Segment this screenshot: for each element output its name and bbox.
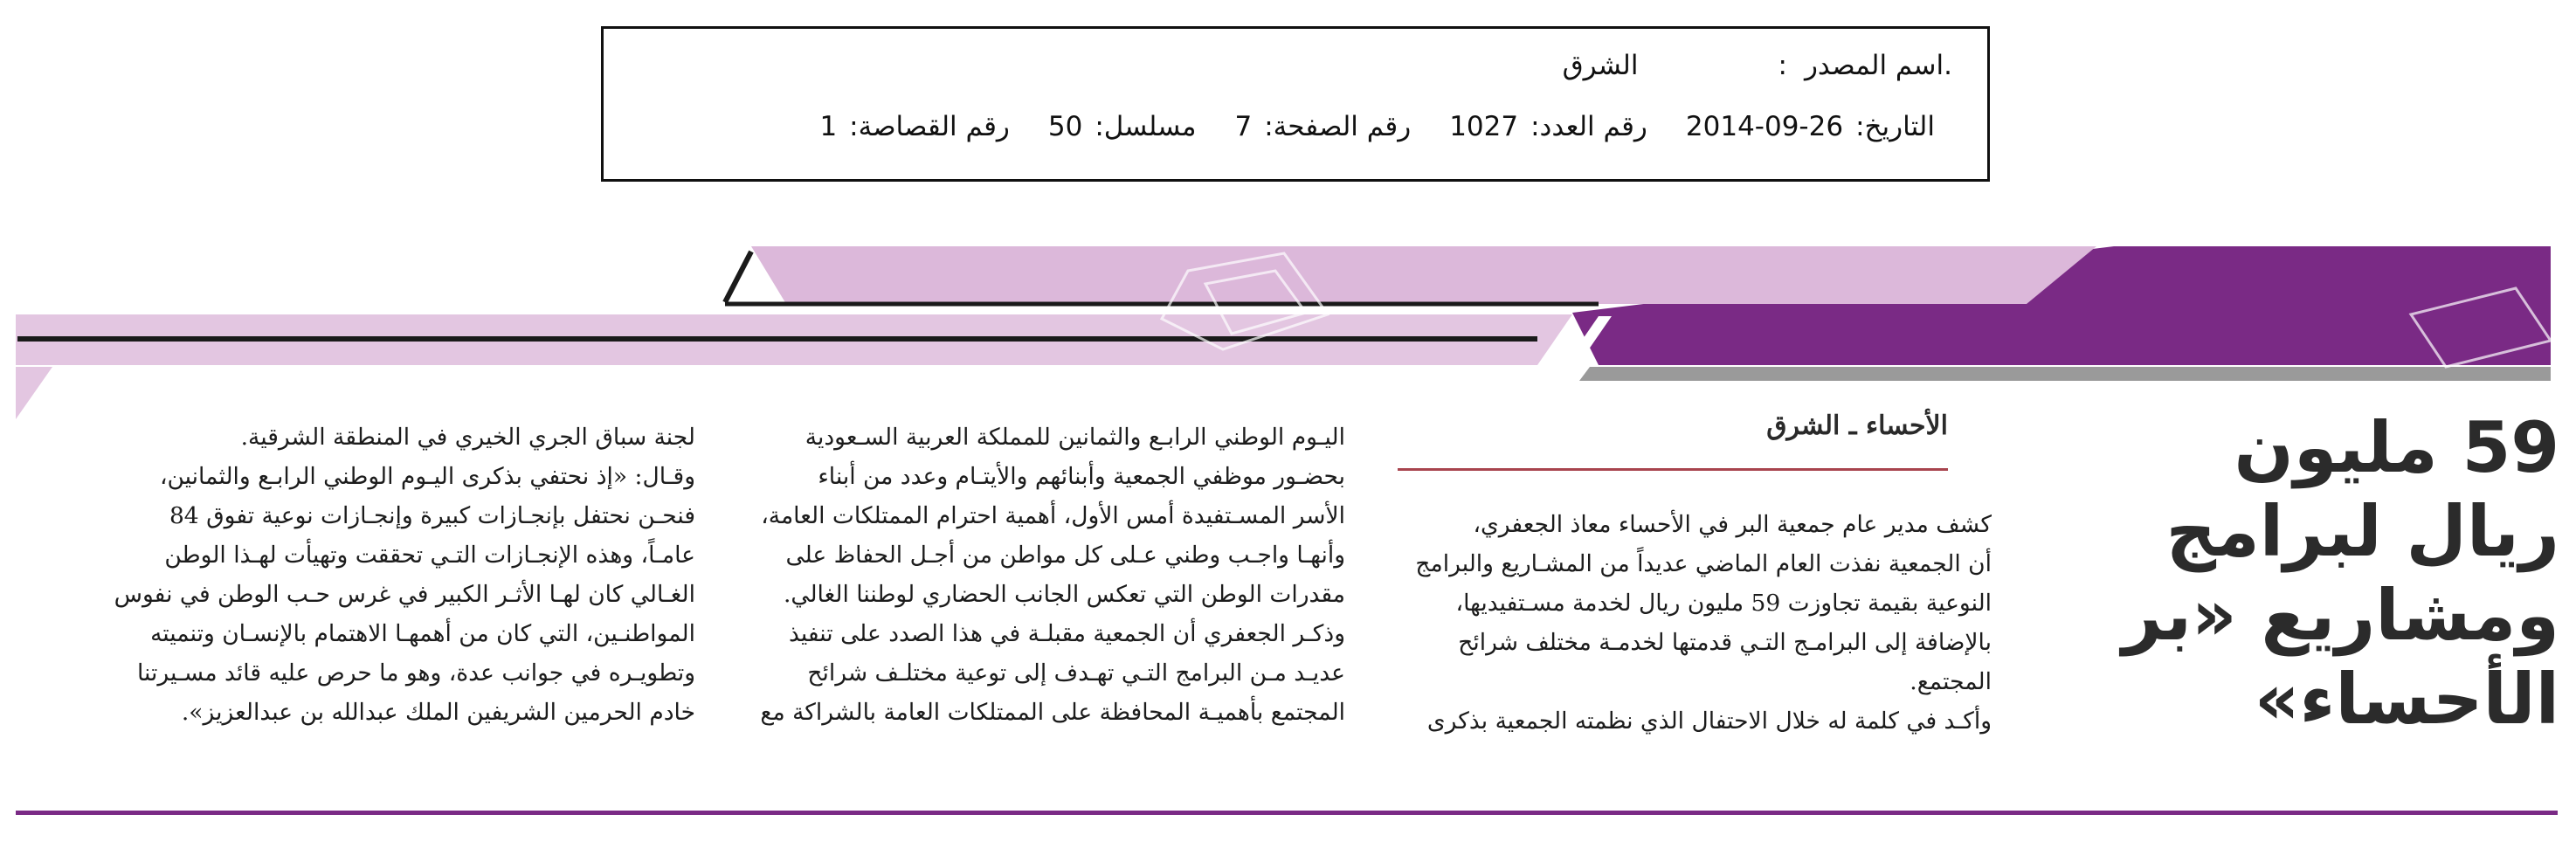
source-colon: :	[1778, 50, 1787, 81]
banner-shadow	[1579, 367, 2551, 381]
bottom-rule	[16, 811, 2558, 815]
column-line: بحضـور موظفي الجمعية وأبنائهم والأيتـام وعدد من أبناء	[818, 463, 1345, 490]
column-line: الأسر المسـتفيدة أمس الأول، أهمية احترام الممتلكات العامة،	[761, 502, 1345, 529]
column-line: فنحـن نحتفل بإنجـازات كبيرة وإنجـازات نوعية تفوق 84	[169, 502, 695, 529]
serial-label: مسلسل:	[1095, 111, 1197, 142]
page-label: رقم الصفحة:	[1264, 111, 1412, 142]
source-label: .اسم المصدر	[1804, 50, 1952, 81]
column-line: كشف مدير عام جمعية البر في الأحساء معاذ الجعفري،	[1473, 511, 1992, 538]
byline-rule	[1398, 468, 1948, 471]
column-line: وأكـد في كلمة له خلال الاحتفال الذي نظمته الجمعية بذكرى	[1426, 707, 1992, 735]
banner-light-band-upper	[751, 246, 2096, 304]
date-value: 2014-09-26	[1685, 111, 1844, 142]
date-label: التاريخ:	[1855, 111, 1935, 142]
section-banner	[0, 236, 2576, 428]
article-column-2	[734, 418, 1345, 732]
column-line: خادم الحرمين الشريفين الملك عبدالله بن عبدالعزيز».	[181, 699, 695, 726]
article-byline: الأحساء ـ الشرق	[1766, 411, 1948, 441]
article-column-3	[84, 418, 695, 732]
source-info-box	[601, 26, 1990, 182]
headline-line-1: 59 مليون	[2234, 407, 2559, 488]
page-value: 7	[1234, 111, 1253, 142]
source-row	[1563, 50, 1952, 81]
column-line: لجنة سباق الجري الخيري في المنطقة الشرقية.	[240, 424, 695, 451]
clip-value: 1	[819, 111, 838, 142]
source-value: الشرق	[1562, 50, 1639, 81]
headline-line-2: ريال لبرامج	[2165, 491, 2559, 572]
article-column-1	[1389, 505, 1992, 741]
column-line: عامـاً، وهذه الإنجـازات التـي تحققت وتهيأت لهـذا الوطن	[164, 542, 695, 569]
details-row	[819, 111, 1935, 142]
column-line: الغـالي كان لهـا الأثـر الكبير في غرس حـب الوطن في نفوس	[114, 581, 695, 608]
headline-line-3: ومشاريع «بر	[2122, 575, 2559, 656]
column-line: المجتمع بأهميـة المحافظة على الممتلكات العامة بالشراكة مع	[760, 699, 1345, 726]
clip-label: رقم القصاصة:	[849, 111, 1010, 142]
column-line: مقدرات الوطن التي تعكس الجانب الحضاري لوطننا الغالي.	[783, 581, 1345, 608]
column-line: المواطنـين، التي كان من أهمهـا الاهتمام بالإنسـان وتنميته	[150, 620, 695, 647]
issue-value: 1027	[1449, 111, 1519, 142]
column-line: وتطويـره في جوانب عدة، وهو ما حرص عليه قائد مسـيرتنا	[136, 659, 695, 687]
column-line: وأنهـا واجـب وطني عـلى كل مواطن من أجـل الحفاظ على	[785, 542, 1345, 569]
column-line: اليـوم الوطني الرابـع والثمانين للمملكة العربية السـعودية	[805, 424, 1345, 451]
column-line: بالإضافة إلى البرامـج التـي قدمتها لخدمـة مختلف شرائح	[1458, 629, 1992, 656]
column-line: عديـد مـن البرامج التـي تهـدف إلى توعية مختلـف شرائح	[807, 659, 1345, 687]
column-line: المجتمع.	[1910, 668, 1992, 695]
headline-line-4: الأحساء»	[2254, 659, 2559, 740]
issue-label: رقم العدد:	[1530, 111, 1647, 142]
banner-left-triangle	[16, 367, 52, 419]
column-line: وذكـر الجعفري أن الجمعية مقبلـة في هذا الصدد على تنفيذ	[788, 620, 1345, 647]
column-line: وقـال: «إذ نحتفي بذكرى اليـوم الوطني الرابـع والثمانين،	[159, 463, 695, 490]
banner-dark-stroke-2	[725, 252, 751, 302]
column-line: أن الجمعية نفذت العام الماضي عديداً من المشـاريع والبرامج	[1415, 550, 1992, 577]
column-line: النوعية بقيمة تجاوزت 59 مليون ريال لخدمة مسـتفيديها،	[1455, 590, 1992, 617]
serial-value: 50	[1047, 111, 1083, 142]
article-headline	[2053, 406, 2559, 742]
